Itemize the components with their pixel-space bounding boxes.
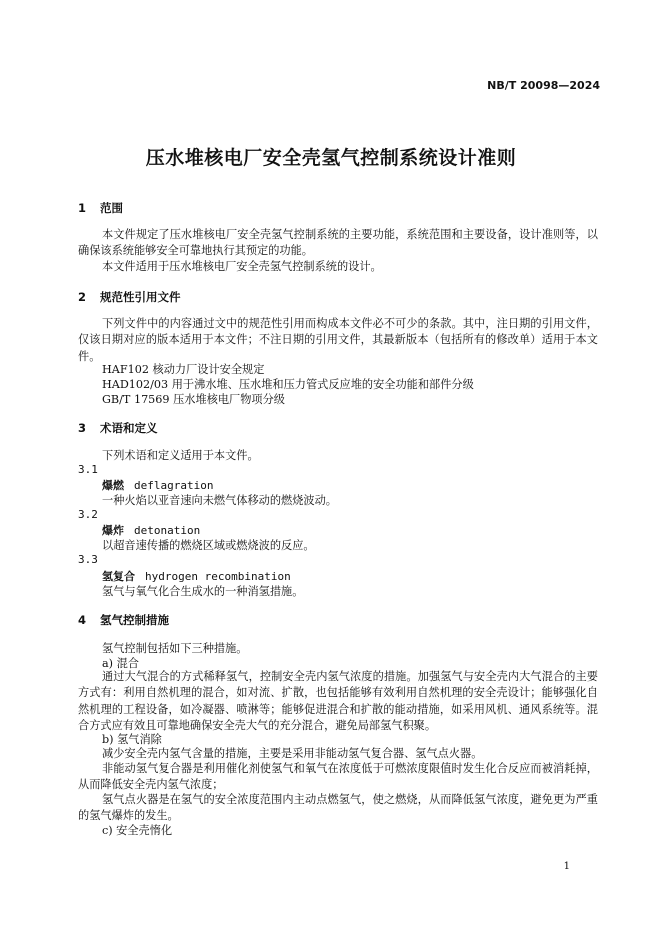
term-definition: 一种火焰以亚音速向未燃气体移动的燃烧波动。 [102,494,337,507]
list-item-b-text-2: 非能动氢气复合器是利用催化剂使氢气和氧气在浓度低于可燃浓度限值时发生化合反应而被消耗掉，从而降低安全壳内氢气浓度； [78,762,598,792]
page-title: 压水堆核电厂安全壳氢气控制系统设计准则 [145,147,517,169]
section-number: 1 [78,201,87,215]
section-title: 范围 [100,201,123,215]
term-en: hydrogen recombination [145,570,291,583]
list-item-c-label: c) 安全壳惰化 [102,824,173,837]
term-definition: 氢气与氧气化合生成水的一种消氢措施。 [102,585,304,598]
term-number: 3.1 [78,463,98,476]
section-4-intro: 氢气控制包括如下三种措施。 [102,642,248,655]
document-number: NB/T 20098—2024 [487,79,600,92]
term-name [102,477,213,493]
section-number: 2 [78,290,87,304]
section-2-para-1: 下列文件中的内容通过文中的规范性引用而构成本文件必不可少的条款。其中，注日期的引用文件，仅该日期对应的版本适用于本文件；不注日期的引用文件，其最新版本（包括所有的修改单）适用于本文件。 [78,317,598,363]
term-en: deflagration [134,479,214,492]
term-name [102,522,200,538]
section-3-heading [78,420,158,436]
section-number: 4 [78,613,87,627]
page-number: 1 [563,861,570,872]
section-1-para-1: 本文件规定了压水堆核电厂安全壳氢气控制系统的主要功能，系统范围和主要设备，设计准则等，以确保该系统能够安全可靠地执行其预定的功能。 [78,228,598,258]
section-number: 3 [78,421,87,435]
list-item-b-text-1: 减少安全壳内氢气含量的措施，主要是采用非能动氢气复合器、氢气点火器。 [102,747,483,760]
list-item-a-text: 通过大气混合的方式稀释氢气，控制安全壳内氢气浓度的措施。加强氢气与安全壳内大气混合的主要方式有：利用自然机理的混合，如对流、扩散，也包括能够有效利用自然机理的安全壳设计；能够强化自然机理的工程设备，如冷凝器、喷淋等；能够促进混合和扩散的能动措施，如采用风机、通风系统等。混合方式应有效且可靠地确保安全壳大气的充分混合，避免局部氢气积聚。 [78,670,598,732]
section-2-heading [78,289,181,305]
term-number: 3.3 [78,553,98,566]
term-zh: 氢复合 [102,570,135,583]
section-title: 氢气控制措施 [100,613,169,627]
reference-item: HAF102 核动力厂设计安全规定 [102,363,265,376]
section-4-heading [78,612,169,628]
list-item-b-label: b) 氢气消除 [102,733,162,746]
reference-item: HAD102/03 用于沸水堆、压水堆和压力管式反应堆的安全功能和部件分级 [102,378,474,391]
list-item-a-label: a) 混合 [102,657,139,670]
section-1-heading [78,200,123,216]
term-name [102,568,291,584]
section-title: 规范性引用文件 [100,290,181,304]
term-zh: 爆炸 [102,524,124,537]
list-item-b-text-3: 氢气点火器是在氢气的安全浓度范围内主动点燃氢气，使之燃烧，从而降低氢气浓度，避免更为严重的氢气爆炸的发生。 [78,793,598,823]
term-number: 3.2 [78,508,98,521]
section-title: 术语和定义 [100,421,158,435]
term-zh: 爆燃 [102,479,124,492]
term-definition: 以超音速传播的燃烧区域或燃烧波的反应。 [102,539,315,552]
section-3-intro: 下列术语和定义适用于本文件。 [102,449,259,462]
reference-item: GB/T 17569 压水堆核电厂物项分级 [102,393,285,406]
term-en: detonation [134,524,201,537]
section-1-para-2: 本文件适用于压水堆核电厂安全壳氢气控制系统的设计。 [102,260,382,273]
